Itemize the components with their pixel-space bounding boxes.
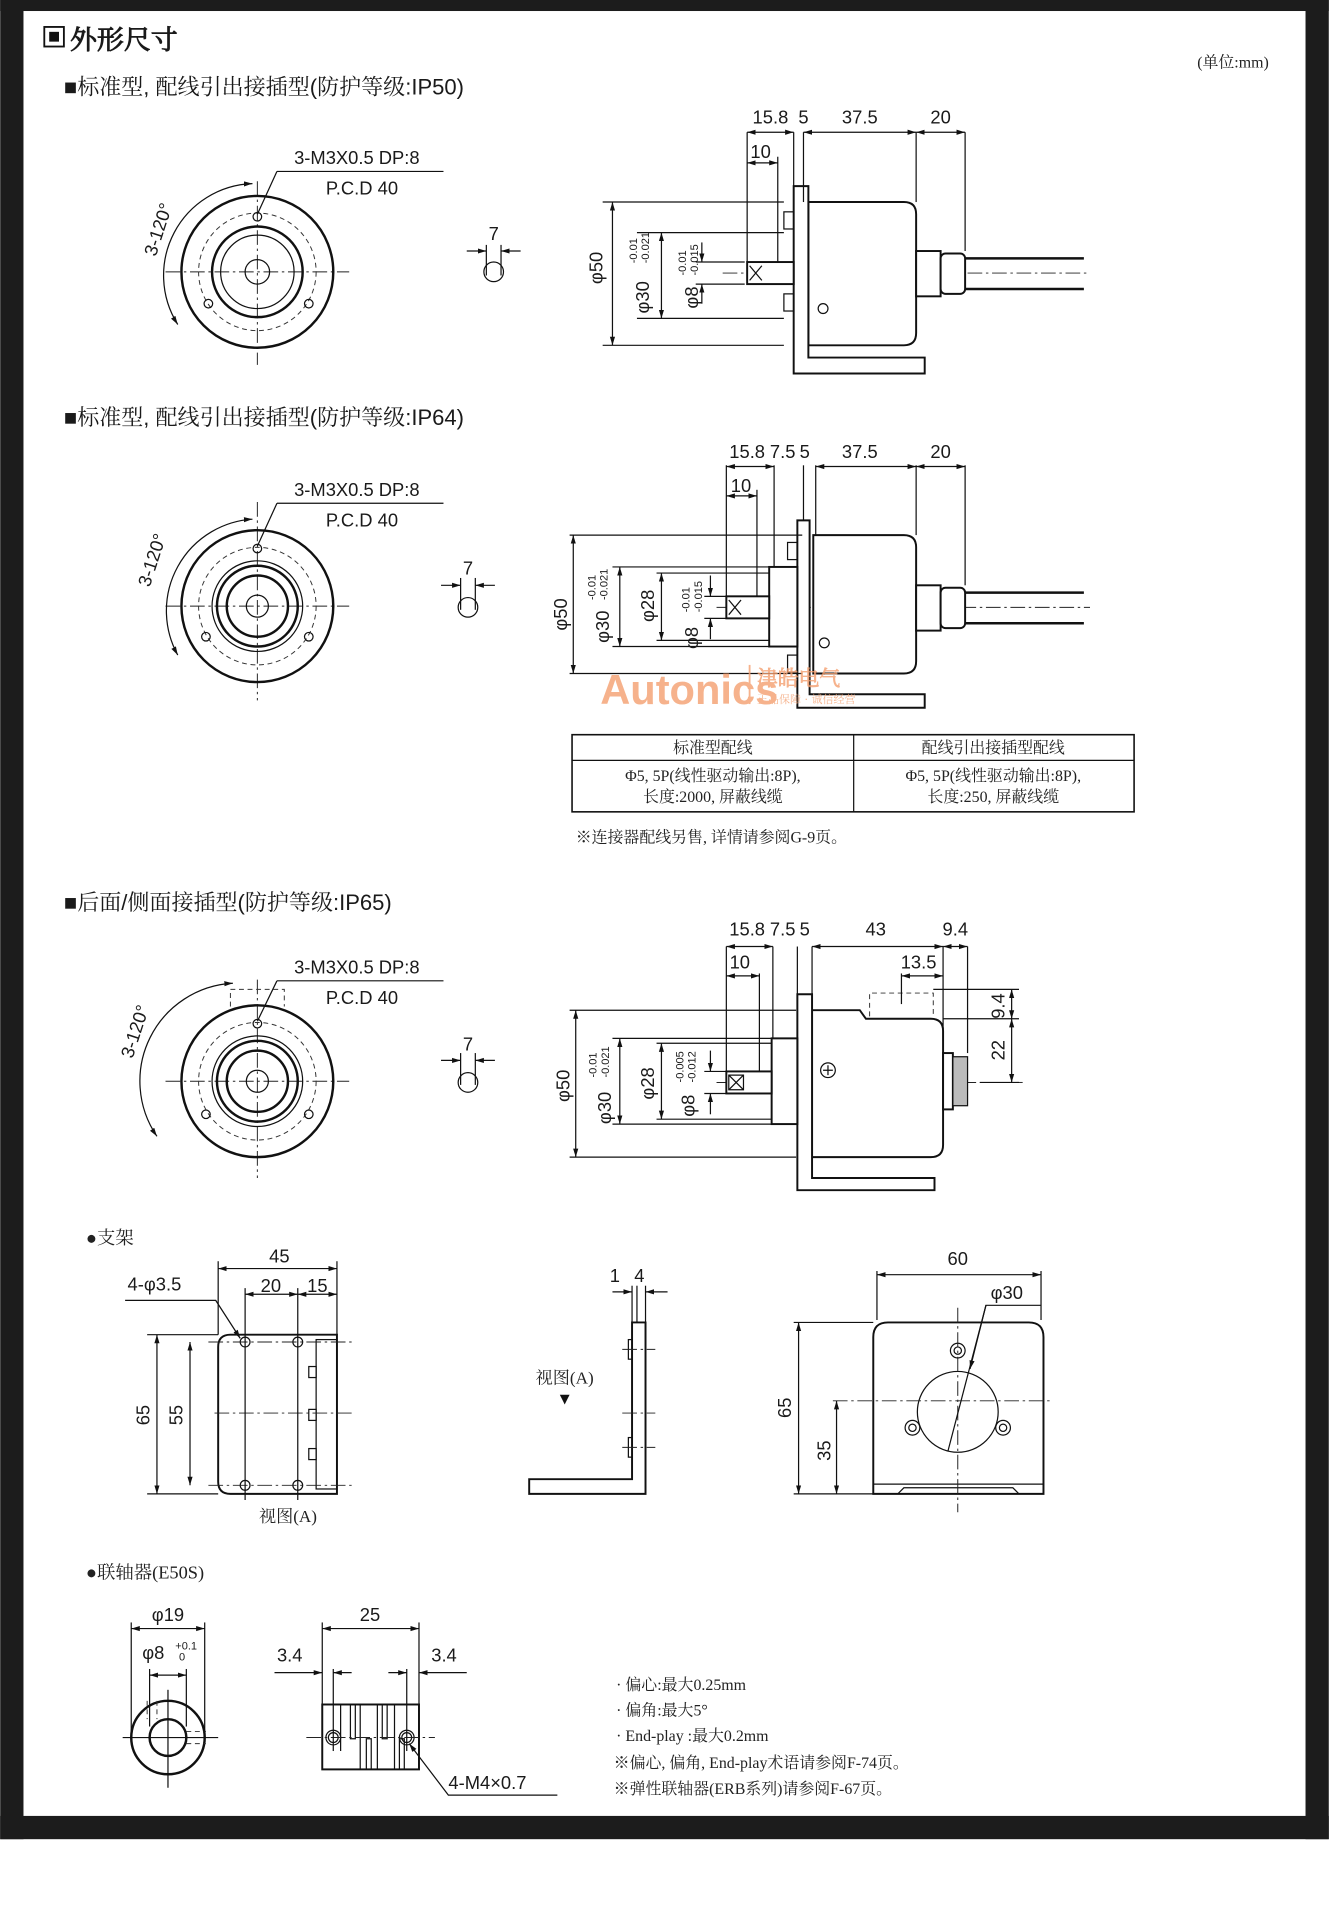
svg-text:-0.021: -0.021 (599, 1046, 612, 1078)
watermark (600, 665, 855, 713)
svg-text:1: 1 (609, 1265, 621, 1287)
table-cell: Φ5, 5P(线性驱动输出:8P), (905, 768, 1082, 786)
svg-text:10: 10 (730, 475, 752, 497)
frame-right (1306, 0, 1329, 1839)
svg-text:15.8: 15.8 (729, 918, 766, 940)
svg-text:φ8: φ8 (142, 1642, 165, 1664)
svg-text:22: 22 (987, 1039, 1009, 1061)
svg-text:7: 7 (462, 557, 474, 579)
svg-text:φ30: φ30 (990, 1282, 1023, 1304)
svg-text:-0.01: -0.01 (586, 574, 599, 600)
svg-text:-0.015: -0.015 (689, 244, 702, 276)
section-heading-ip64: ■标准型, 配线引出接插型(防护等级:IP64) (63, 404, 464, 430)
svg-text:-0.021: -0.021 (640, 232, 653, 264)
svg-text:4-φ3.5: 4-φ3.5 (127, 1273, 182, 1295)
coupling-heading: ●联轴器(E50S) (85, 1562, 205, 1583)
svg-text:65: 65 (132, 1404, 154, 1426)
svg-text:9.4: 9.4 (987, 993, 1009, 1019)
svg-text:φ8: φ8 (677, 1094, 699, 1117)
table-cell: 长度:250, 屏蔽线缆 (927, 789, 1060, 807)
svg-text:9.4: 9.4 (942, 918, 969, 940)
svg-text:55: 55 (165, 1404, 187, 1426)
svg-text:60: 60 (947, 1247, 968, 1269)
section-heading-ip50: ■标准型, 配线引出接插型(防护等级:IP50) (63, 74, 464, 100)
svg-text:10: 10 (750, 140, 771, 162)
svg-text:35: 35 (813, 1440, 835, 1461)
svg-text:15: 15 (307, 1274, 328, 1296)
connector-note: ※连接器配线另售, 详情请参阅G-9页。 (575, 829, 848, 847)
svg-text:37.5: 37.5 (841, 106, 878, 128)
svg-text:3.4: 3.4 (276, 1644, 303, 1666)
svg-text:15.8: 15.8 (729, 440, 766, 462)
svg-text:5: 5 (799, 918, 810, 940)
svg-text:-0.015: -0.015 (692, 581, 705, 613)
svg-text:φ30: φ30 (632, 281, 654, 314)
view-a-label: 视图(A) (258, 1507, 317, 1527)
svg-text:13.5: 13.5 (900, 951, 937, 973)
svg-text:7.5: 7.5 (769, 440, 796, 462)
svg-text:10: 10 (729, 951, 751, 973)
bracket-heading: ●支架 (85, 1228, 134, 1249)
frame-bottom (0, 1816, 1329, 1839)
view-a-label: 视图(A) (535, 1368, 594, 1388)
note-line: · 偏角:最大5° (616, 1702, 708, 1720)
svg-text:4: 4 (634, 1265, 645, 1287)
note-line: · End-play :最大0.2mm (616, 1728, 769, 1746)
table-header: 标准型配线 (673, 740, 753, 758)
svg-text:φ19: φ19 (151, 1604, 185, 1626)
svg-text:5: 5 (798, 106, 809, 128)
svg-text:-0.01: -0.01 (676, 250, 689, 276)
svg-text:5: 5 (799, 440, 810, 462)
frame-left (0, 0, 23, 1839)
svg-text:-0.005: -0.005 (674, 1051, 687, 1083)
svg-text:20: 20 (930, 106, 951, 128)
table-cell: 长度:2000, 屏蔽线缆 (643, 789, 783, 807)
svg-text:-0.01: -0.01 (587, 1052, 600, 1078)
svg-text:φ50: φ50 (552, 1069, 574, 1103)
title-text: 外形尺寸 (70, 24, 178, 55)
svg-text:P.C.D 40: P.C.D 40 (325, 987, 399, 1009)
svg-text:43: 43 (865, 918, 886, 940)
svg-text:0: 0 (178, 1651, 186, 1664)
unit-label: (单位:mm) (1197, 54, 1269, 72)
svg-text:3.4: 3.4 (431, 1644, 457, 1666)
svg-text:津皓电气: 津皓电气 (756, 666, 841, 691)
svg-text:3-120°: 3-120° (116, 1002, 154, 1061)
svg-text:φ28: φ28 (637, 589, 659, 623)
svg-text:+0.1: +0.1 (175, 1640, 198, 1653)
pcd-label: P.C.D 40 (325, 177, 399, 199)
svg-text:20: 20 (930, 440, 951, 462)
note-line: ※偏心, 偏角, End-play术语请参阅F-74页。 (613, 1755, 909, 1773)
svg-text:-0.01: -0.01 (680, 587, 693, 613)
svg-text:45: 45 (269, 1245, 290, 1267)
svg-text:3-120°: 3-120° (133, 530, 171, 589)
svg-text:φ50: φ50 (550, 598, 572, 631)
svg-text:3-120°: 3-120° (139, 200, 177, 259)
svg-text:φ30: φ30 (594, 1091, 616, 1125)
svg-text:φ30: φ30 (591, 610, 613, 643)
svg-text:φ50: φ50 (585, 251, 607, 285)
svg-text:65: 65 (774, 1397, 796, 1418)
svg-text:3-M3X0.5 DP:8: 3-M3X0.5 DP:8 (294, 956, 420, 978)
svg-text:25: 25 (359, 1604, 381, 1626)
table-header: 配线引出接插型配线 (921, 740, 1065, 758)
svg-text:正品保障 · 诚信经营: 正品保障 · 诚信经营 (756, 692, 856, 706)
svg-text:3-M3X0.5 DP:8: 3-M3X0.5 DP:8 (294, 478, 420, 500)
svg-text:7: 7 (488, 223, 499, 244)
svg-text:37.5: 37.5 (841, 440, 878, 462)
svg-text:20: 20 (260, 1274, 282, 1296)
table-cell: Φ5, 5P(线性驱动输出:8P), (625, 768, 801, 786)
svg-text:4-M4×0.7: 4-M4×0.7 (448, 1771, 527, 1793)
svg-text:7: 7 (462, 1033, 474, 1055)
svg-text:-0.021: -0.021 (598, 568, 611, 600)
svg-text:15.8: 15.8 (752, 106, 789, 128)
svg-text:φ8: φ8 (681, 626, 703, 649)
svg-text:φ28: φ28 (637, 1067, 659, 1100)
note-line: · 偏心:最大0.25mm (616, 1676, 747, 1694)
section-heading-ip65: ■后面/侧面接插型(防护等级:IP65) (63, 889, 392, 915)
note-line: ※弹性联轴器(ERB系列)请参阅F-67页。 (613, 1780, 893, 1798)
svg-text:φ8: φ8 (681, 286, 703, 309)
thread-label: 3-M3X0.5 DP:8 (294, 147, 420, 169)
svg-text:P.C.D 40: P.C.D 40 (325, 509, 399, 531)
svg-text:Autonics: Autonics (600, 666, 779, 714)
frame-top (0, 0, 1329, 11)
svg-text:-0.01: -0.01 (627, 238, 640, 264)
svg-text:7.5: 7.5 (769, 918, 796, 940)
svg-text:-0.012: -0.012 (686, 1051, 699, 1083)
